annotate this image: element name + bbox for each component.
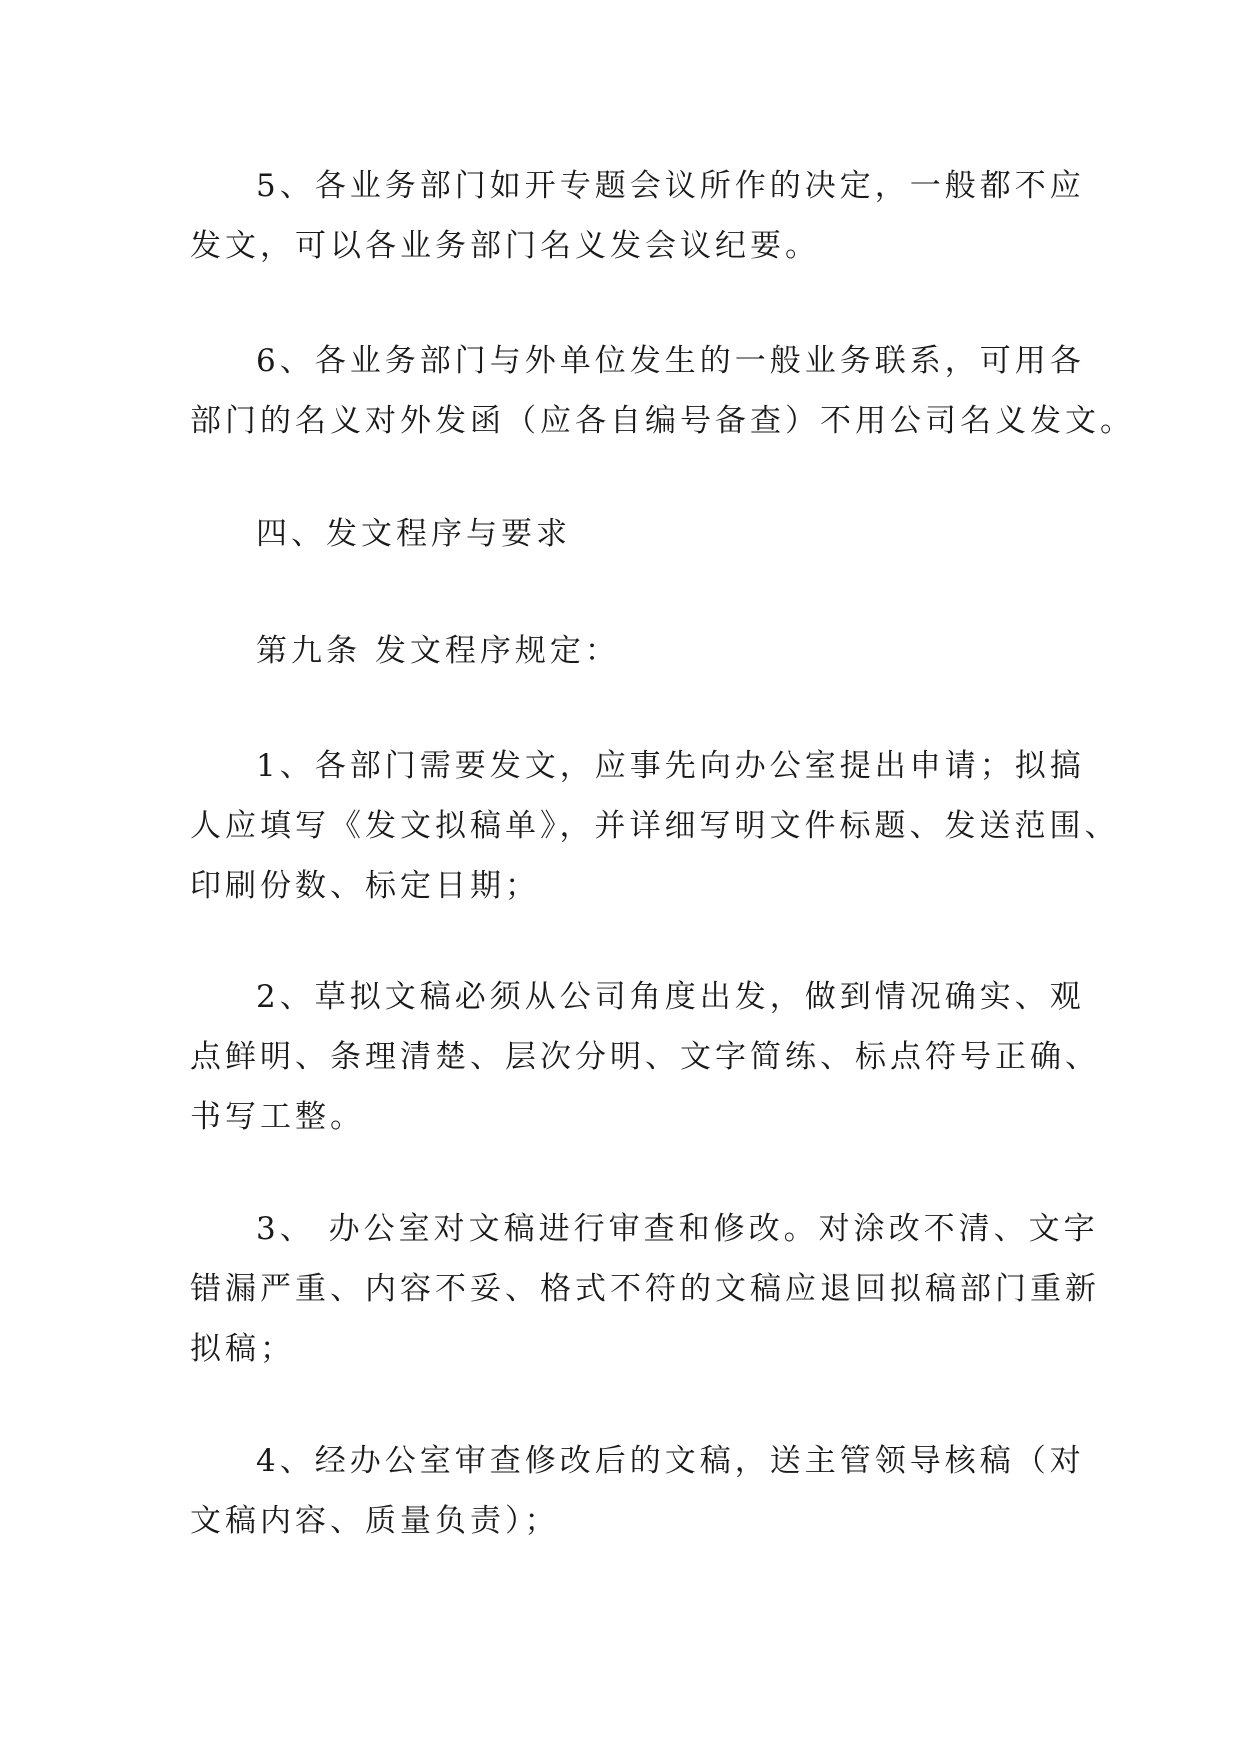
- paragraph-line: 印刷份数、标定日期；: [190, 868, 540, 904]
- paragraph-item-5: [190, 156, 1085, 276]
- paragraph-line: 3、 办公室对文稿进行审查和修改。对涂改不清、文字: [256, 1211, 1099, 1247]
- section-heading-4: [190, 504, 1070, 564]
- paragraph-item-6: [190, 331, 1135, 451]
- paragraph-line: 书写工整。: [190, 1099, 365, 1135]
- list-item-3: [190, 1199, 1100, 1379]
- paragraph-line: 文稿内容、质量负责）；: [190, 1503, 560, 1539]
- list-item-4: [190, 1431, 1085, 1551]
- list-item-2: [190, 967, 1100, 1147]
- paragraph-line: 1、各部门需要发文，应事先向办公室提出申请；拟搞: [256, 748, 1085, 784]
- paragraph-line: 6、各业务部门与外单位发生的一般业务联系，可用各: [256, 343, 1085, 379]
- list-item-1: [190, 736, 1120, 916]
- paragraph-line: 2、草拟文稿必须从公司角度出发，做到情况确实、观: [256, 979, 1085, 1015]
- article-heading-text: 第九条 发文程序规定：: [256, 633, 620, 669]
- paragraph-line: 错漏严重、内容不妥、格式不符的文稿应退回拟稿部门重新: [190, 1271, 1100, 1307]
- paragraph-line: 5、各业务部门如开专题会议所作的决定，一般都不应: [256, 168, 1085, 204]
- paragraph-line: 拟稿；: [190, 1331, 295, 1367]
- paragraph-line: 部门的名义对外发函（应各自编号备查）不用公司名义发文。: [190, 403, 1135, 439]
- article-heading-9: [190, 621, 1070, 681]
- paragraph-line: 人应填写《发文拟稿单》，并详细写明文件标题、发送范围、: [190, 808, 1120, 844]
- section-heading-text: 四、发文程序与要求: [256, 516, 571, 552]
- paragraph-line: 发文，可以各业务部门名义发会议纪要。: [190, 228, 820, 264]
- paragraph-line: 4、经办公室审查修改后的文稿，送主管领导核稿（对: [256, 1443, 1085, 1479]
- paragraph-line: 点鲜明、条理清楚、层次分明、文字简练、标点符号正确、: [190, 1039, 1100, 1075]
